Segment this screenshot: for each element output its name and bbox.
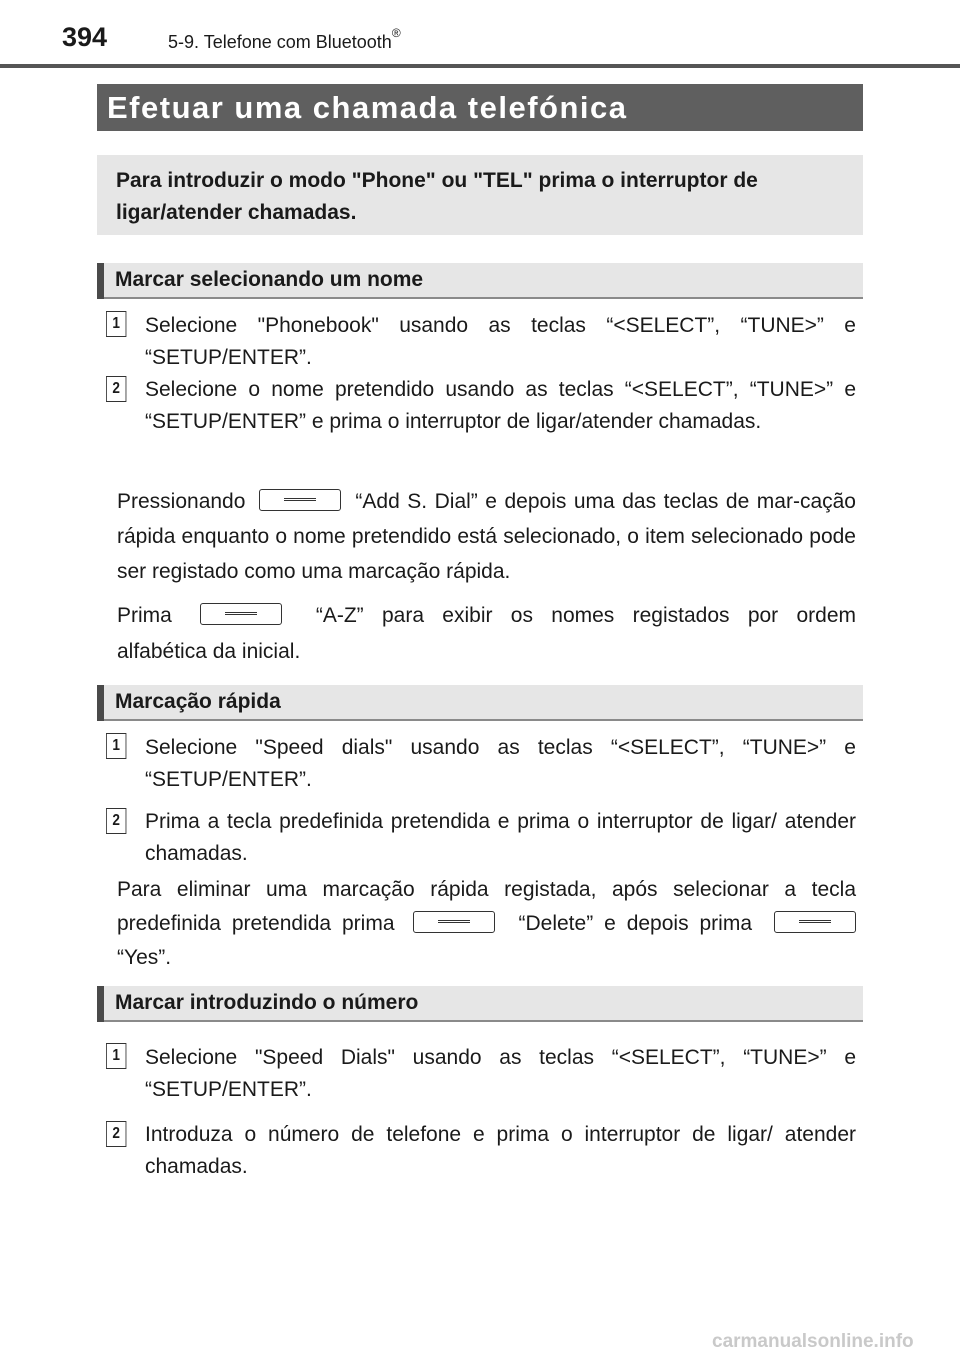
note-text: Prima <box>117 604 172 627</box>
subheading-bar <box>97 986 104 1022</box>
soft-key-icon <box>413 911 495 933</box>
step-text: Selecione "Speed dials" usando as teclas “<SELECT”, “TUNE>” e “SETUP/ENTER”. <box>145 736 856 791</box>
subheading-label: Marcação rápida <box>115 690 281 713</box>
step-number: 1 <box>106 311 126 337</box>
step-number: 1 <box>106 733 126 759</box>
page-title: Efetuar uma chamada telefónica <box>97 84 863 131</box>
note-delete-speed-dial <box>117 873 856 975</box>
registered-mark: ® <box>391 26 401 40</box>
step-text: Introduza o número de telefone e prima o interruptor de ligar/ atender chamadas. <box>145 1123 856 1178</box>
step-text: Selecione o nome pretendido usando as teclas “<SELECT”, “TUNE>” e “SETUP/ENTER” e prima o interruptor de ligar/atender chamadas. <box>145 378 856 433</box>
note-text: Para eliminar uma marcação rápida registada, após selecionar a tecla predefinida pretendida prima <box>117 878 856 935</box>
section-path <box>168 26 401 53</box>
note-text: “Add S. Dial” e depois uma das teclas de mar-cação rápida enquanto o nome pretendido está selecionado, o item selecionado pode ser registado como uma marcação rápida. <box>117 490 856 583</box>
subheading-dial-number <box>97 986 863 1022</box>
step-number: 2 <box>106 808 126 834</box>
note-text: “Yes”. <box>117 946 172 969</box>
subheading-bar <box>97 263 104 299</box>
section-path-text: 5-9. Telefone com Bluetooth <box>168 32 392 52</box>
subheading-speed-dial <box>97 685 863 721</box>
note-add-speed-dial <box>117 484 856 589</box>
subheading-dial-by-name <box>97 263 863 299</box>
page-number: 394 <box>62 22 108 52</box>
header-rule <box>0 64 960 68</box>
subheading-label: Marcar introduzindo o número <box>115 991 419 1014</box>
subheading-label: Marcar selecionando um nome <box>115 268 424 291</box>
soft-key-icon <box>259 489 341 511</box>
step-number: 2 <box>106 1121 126 1147</box>
note-text: “Delete” e depois prima <box>518 912 752 935</box>
intro-box: Para introduzir o modo "Phone" ou "TEL" prima o interruptor de ligar/atender chamadas. <box>97 155 863 235</box>
step-number: 2 <box>106 376 126 402</box>
note-text: Pressionando <box>117 490 246 513</box>
page-header <box>0 0 960 68</box>
subheading-bar <box>97 685 104 721</box>
note-a-z <box>117 598 856 670</box>
watermark: carmanualsonline.info <box>712 1331 914 1352</box>
step-text: Selecione "Phonebook" usando as teclas “<SELECT”, “TUNE>” e “SETUP/ENTER”. <box>145 314 856 369</box>
soft-key-icon <box>774 911 856 933</box>
step-text: Prima a tecla predefinida pretendida e prima o interruptor de ligar/ atender chamadas. <box>145 810 856 865</box>
step-number: 1 <box>106 1043 126 1069</box>
note-text: “A-Z” para exibir os nomes registados por ordem alfabética da inicial. <box>117 604 856 663</box>
step-text: Selecione "Speed Dials" usando as teclas “<SELECT”, “TUNE>” e “SETUP/ENTER”. <box>145 1046 856 1101</box>
soft-key-icon <box>200 603 282 625</box>
